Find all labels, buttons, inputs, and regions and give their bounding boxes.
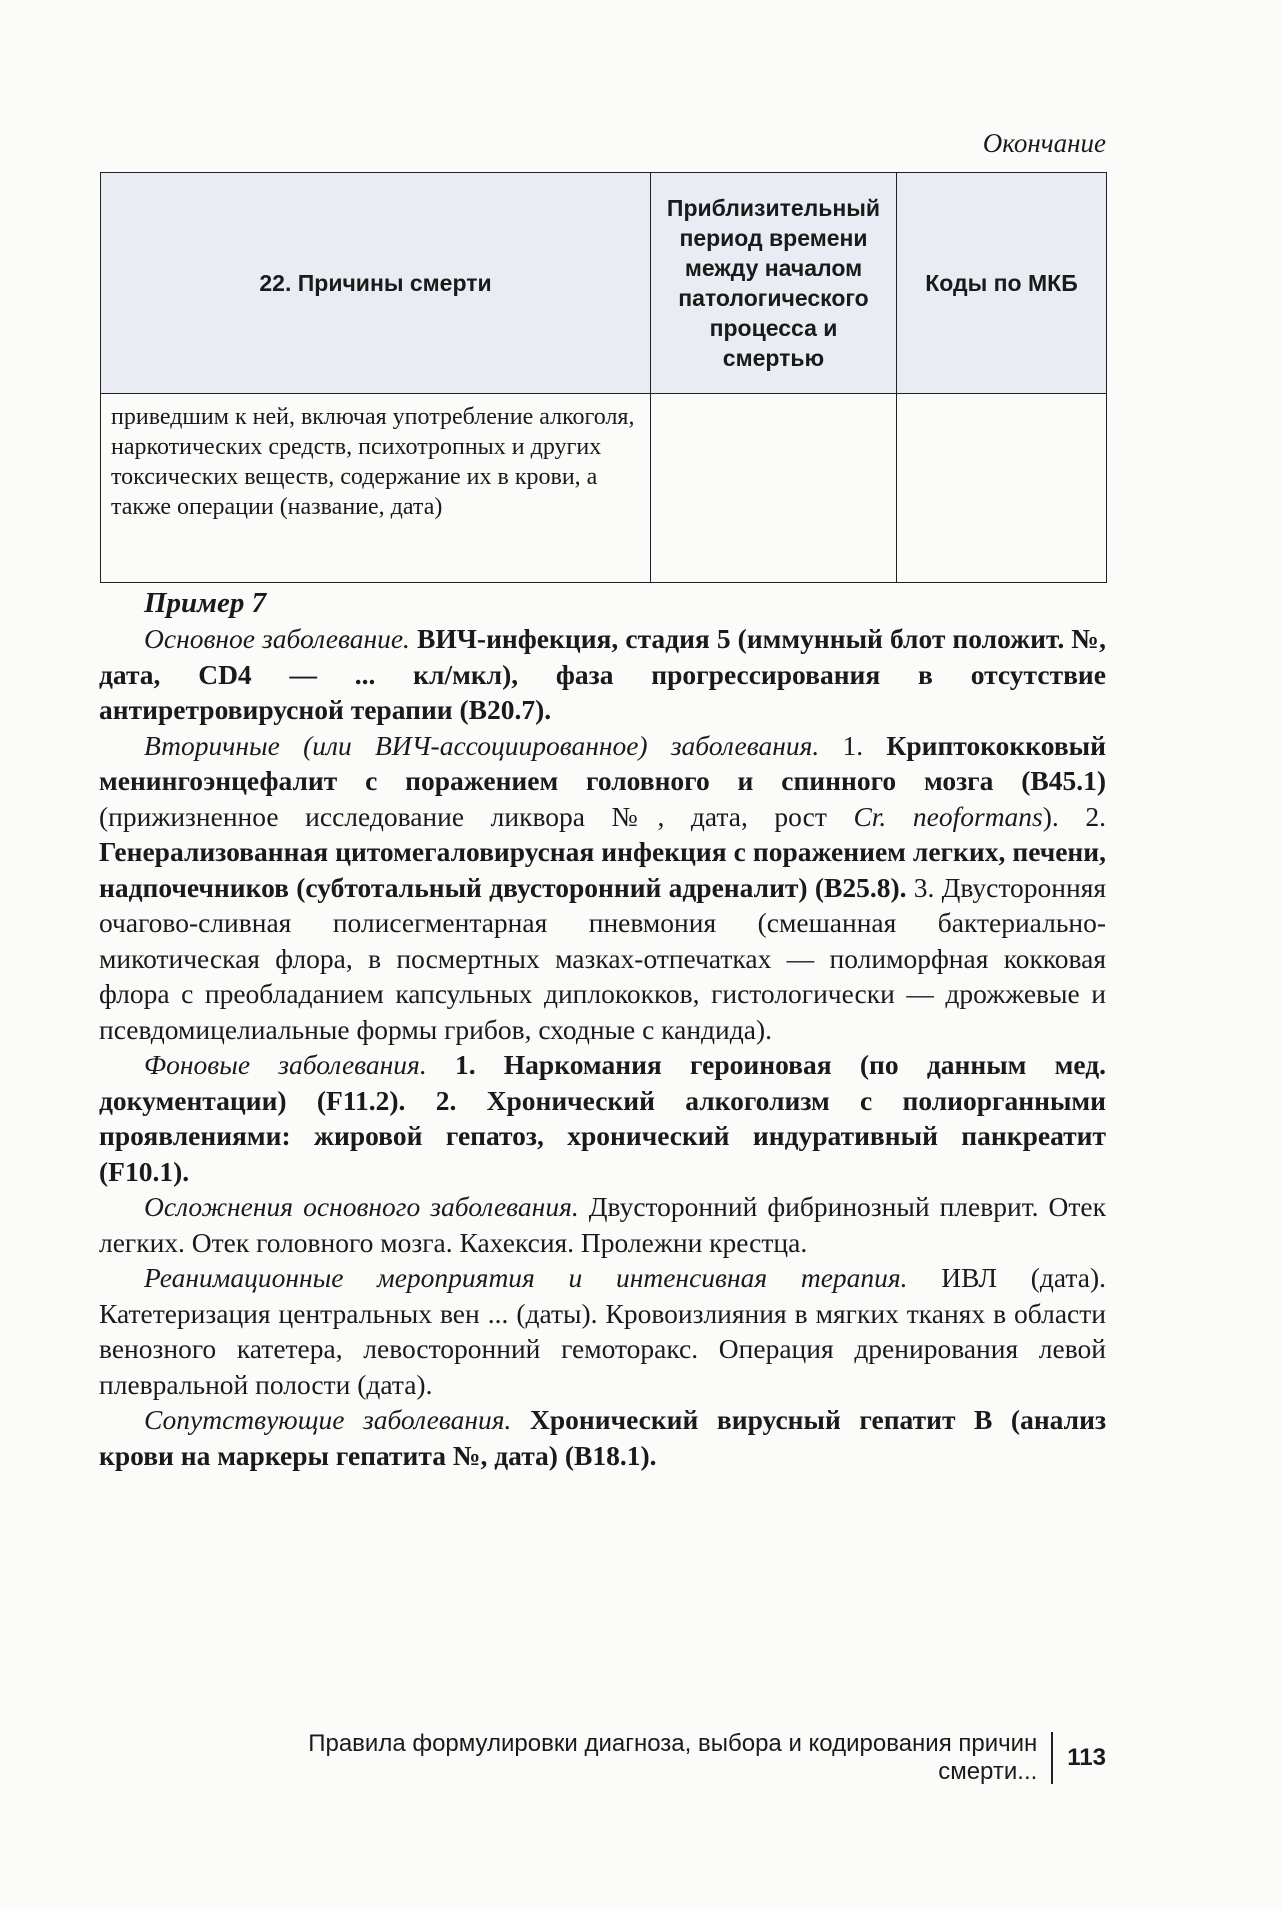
main-disease-label: Основное заболевание. [144, 623, 410, 654]
concomitant-text: Хронический вирусный гепатит B (анализ крови на маркеры гепатита №, дата) (B18.1). [99, 1404, 1106, 1471]
causes-of-death-table [100, 172, 1107, 583]
main-disease-text: ВИЧ-инфекция, стадия 5 (иммунный блот положит. №, дата, CD4 — ... кл/мкл), фаза прогрессирования в отсутствие антиретровирусной терапии (B20.7). [99, 623, 1107, 725]
secondary-note-2: ). 2. [1042, 800, 1107, 832]
column-header-codes: Коды по МКБ [897, 173, 1107, 394]
cause-cell: приведшим к ней, включая употребление алкоголя, наркотических средств, психотропных и других токсических веществ, содержание их в крови, а также операции (название, дата) [101, 394, 651, 583]
codes-cell [897, 394, 1107, 583]
continued-label: Окончание [982, 128, 1106, 158]
column-header-causes: 22. Причины смерти [101, 173, 651, 394]
page-footer [276, 1730, 1106, 1786]
example-section [99, 585, 1107, 1473]
background-label: Фоновые заболевания. [144, 1049, 427, 1080]
table-row [101, 394, 1107, 583]
main-disease-paragraph [99, 621, 1106, 728]
period-cell [651, 394, 897, 583]
organism-name: Cr. neoformans [853, 800, 1043, 832]
resuscitation-paragraph [99, 1260, 1106, 1402]
background-paragraph [99, 1047, 1106, 1189]
secondary-diagnosis-3: 3. Двусторонняя очагово-сливная полисегментарная пневмония (смешанная бактериально-микотическая флора, в посмертных мазках-отпечатках — полиморфная кокковая флора с преобладанием капсульных диплококков, гистологически — дрожжевые и псевдомицелиальные формы грибов, сходные с кандида). [99, 871, 1106, 1045]
table-header-row [101, 173, 1107, 394]
example-title: Пример 7 [144, 587, 267, 619]
column-header-period: Приблизительный период времени между началом патологического процесса и смертью [651, 173, 897, 394]
secondary-diagnosis-2: Генерализованная цитомегаловирусная инфекция с поражением легких, печени, надпочечников (субтотальный двусторонний адреналит) (B25.8). [99, 836, 1106, 903]
secondary-num-1: 1. [842, 729, 864, 761]
concomitant-paragraph [99, 1402, 1106, 1473]
secondary-label: Вторичные (или ВИЧ-ассоциированное) заболевания. [144, 729, 820, 761]
running-title: Правила формулировки диагноза, выбора и кодирования причин смерти... [308, 1730, 1038, 1785]
complications-paragraph [99, 1189, 1106, 1260]
secondary-diagnosis-1: Криптококковый менингоэнцефалит с поражением головного и спинного мозга (B45.1) [99, 729, 1106, 796]
background-text: 1. Наркомания героиновая (по данным мед. документации) (F11.2). 2. Хронический алкоголизм с полиорганными проявлениями: жировой гепатоз, хронический индуративный панкреатит (F10.1). [99, 1049, 1106, 1187]
page-number: 113 [1067, 1744, 1106, 1771]
resuscitation-label: Реанимационные мероприятия и интенсивная терапия. [144, 1262, 908, 1293]
secondary-note-1: (прижизненное исследование ликвора №, дата, рост [99, 800, 827, 832]
resuscitation-text: ИВЛ (дата). Катетеризация центральных вен ... (даты). Кровоизлияния в мягких тканях в области венозного катетера, левосторонний гемоторакс. Операция дренирования левой плевральной полости (дата). [99, 1262, 1107, 1400]
concomitant-label: Сопутствующие заболевания. [144, 1404, 512, 1435]
complications-label: Осложнения основного заболевания. [144, 1191, 579, 1222]
complications-text: Двусторонний фибринозный плеврит. Отек легких. Отек головного мозга. Кахексия. Пролежни крестца. [99, 1191, 1106, 1258]
secondary-paragraph [99, 728, 1106, 1048]
